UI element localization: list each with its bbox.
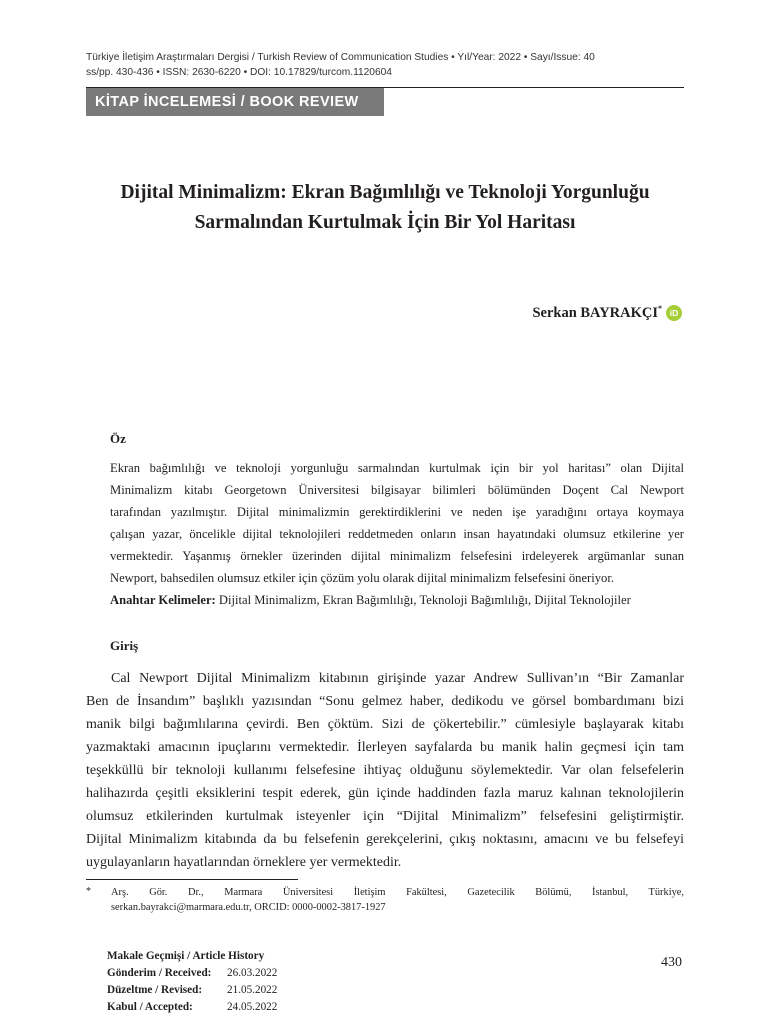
abstract-line: Minimalizm kitabı Georgetown Üniversitesi bilgisayar bilimleri bölümünden Doçent Cal Newport <box>110 483 684 497</box>
article-title-line-2: Sarmalından Kurtulmak İçin Bir Yol Haritası <box>194 212 576 233</box>
history-row-accepted: Kabul / Accepted: 24.05.2022 <box>107 1001 278 1013</box>
body-line: manik bilgi bağımlılarına çevirdi. Ben çöktüm. Sizi de çökertebilir.” cümlesiyle başlayarak kitabı <box>86 717 684 732</box>
abstract-line: çalışan yazar, öncelikle dijital teknolojileri reddetmeden onların insan hayatındaki olumsuz etkilerine yer <box>110 527 684 541</box>
body-line: olumsuz etkilerinden kurtulmak isteyenler için “Dijital Minimalizm” felsefesini geliştirmiştir. <box>86 809 684 824</box>
body-line: teşekküllü bir teknoloji kullanımı felsefesine ihtiyaç olduğunu söylemektedir. Var olan felsefelerin <box>86 763 684 778</box>
body-line: Cal Newport Dijital Minimalizm kitabının girişinde yazar Andrew Sullivan’ın “Bir Zamanlar <box>111 671 684 686</box>
footnote-rule <box>86 879 298 880</box>
body-line: uygulayanların hayatlarından örneklere yer vermektedir. <box>86 855 402 870</box>
journal-citation-line-1: Türkiye İletişim Araştırmaları Dergisi / Turkish Review of Communication Studies • Yıl/Year: 2022 • Sayı/Issue: 40 <box>86 52 595 63</box>
footnote-contact[interactable]: serkan.bayrakci@marmara.edu.tr, ORCID: 0000-0002-3817-1927 <box>111 902 386 913</box>
article-history-heading: Makale Geçmişi / Article History <box>107 950 265 962</box>
author-name: Serkan BAYRAKÇI* <box>532 304 662 321</box>
footnote-affiliation: Arş. Gör. Dr., Marmara Üniversitesi İletişim Fakültesi, Gazetecilik Bölümü, İstanbul, Türkiye, <box>111 887 684 898</box>
body-line: Dijital Minimalizm kitabında da bu felsefenin gerekçelerini, çıkış noktasını, amacını ve bu felsefeyi <box>86 832 684 847</box>
abstract-line: Ekran bağımlılığı ve teknoloji yorgunluğu sarmalından kurtulmak için bir yol haritası” olan Dijital <box>110 461 684 475</box>
body-line: Ben de İnsandım” başlıklı yazısından “Sonu gelmez haber, dedikodu ve görsel bombardımanı bizi <box>86 694 684 709</box>
page-number: 430 <box>661 955 682 970</box>
abstract-line: Newport, bahsedilen olumsuz etkiler için çözüm yolu olarak dijital minimalizm felsefesini öneriyor. <box>110 571 614 585</box>
orcid-icon[interactable]: iD <box>666 305 682 321</box>
author-footnote-marker: * <box>658 304 662 313</box>
keywords-text: Dijital Minimalizm, Ekran Bağımlılığı, Teknoloji Bağımlılığı, Dijital Teknolojiler <box>218 593 631 607</box>
article-title-line-1: Dijital Minimalizm: Ekran Bağımlılığı ve Teknoloji Yorgunluğu <box>120 182 650 203</box>
body-line: halihazırda çeşitli eksiklerini tespit ederek, gün içinde haddinden fazla maruz kalınan teknolojilerin <box>86 786 684 801</box>
journal-citation-line-2: ss/pp. 430-436 • ISSN: 2630-6220 • DOI: 10.17829/turcom.1120604 <box>86 67 392 78</box>
section-banner: KİTAP İNCELEMESİ / BOOK REVIEW <box>86 88 384 116</box>
history-row-received: Gönderim / Received: 26.03.2022 <box>107 967 278 979</box>
abstract-line: tarafından yazılmıştır. Dijital minimalizmin gerektirdiklerini ve neden işe yaradığını ortaya koymaya <box>110 505 684 519</box>
keywords-label: Anahtar Kelimeler: <box>110 593 216 607</box>
history-row-revised: Düzeltme / Revised: 21.05.2022 <box>107 984 278 996</box>
introduction-heading: Giriş <box>110 638 139 653</box>
footnote-marker: * <box>86 886 91 897</box>
abstract-line: vermektedir. Yaşanmış örnekler üzerinden dijital minimalizm felsefesini irdeleyerek argümanlar sunan <box>110 549 684 563</box>
abstract-heading: Öz <box>110 431 126 446</box>
body-line: yazmaktaki amacının ipuçlarını vermektedir. İlerleyen sayfalarda bu manik halin geçmesi için tam <box>86 740 684 755</box>
keywords-line <box>110 589 684 611</box>
